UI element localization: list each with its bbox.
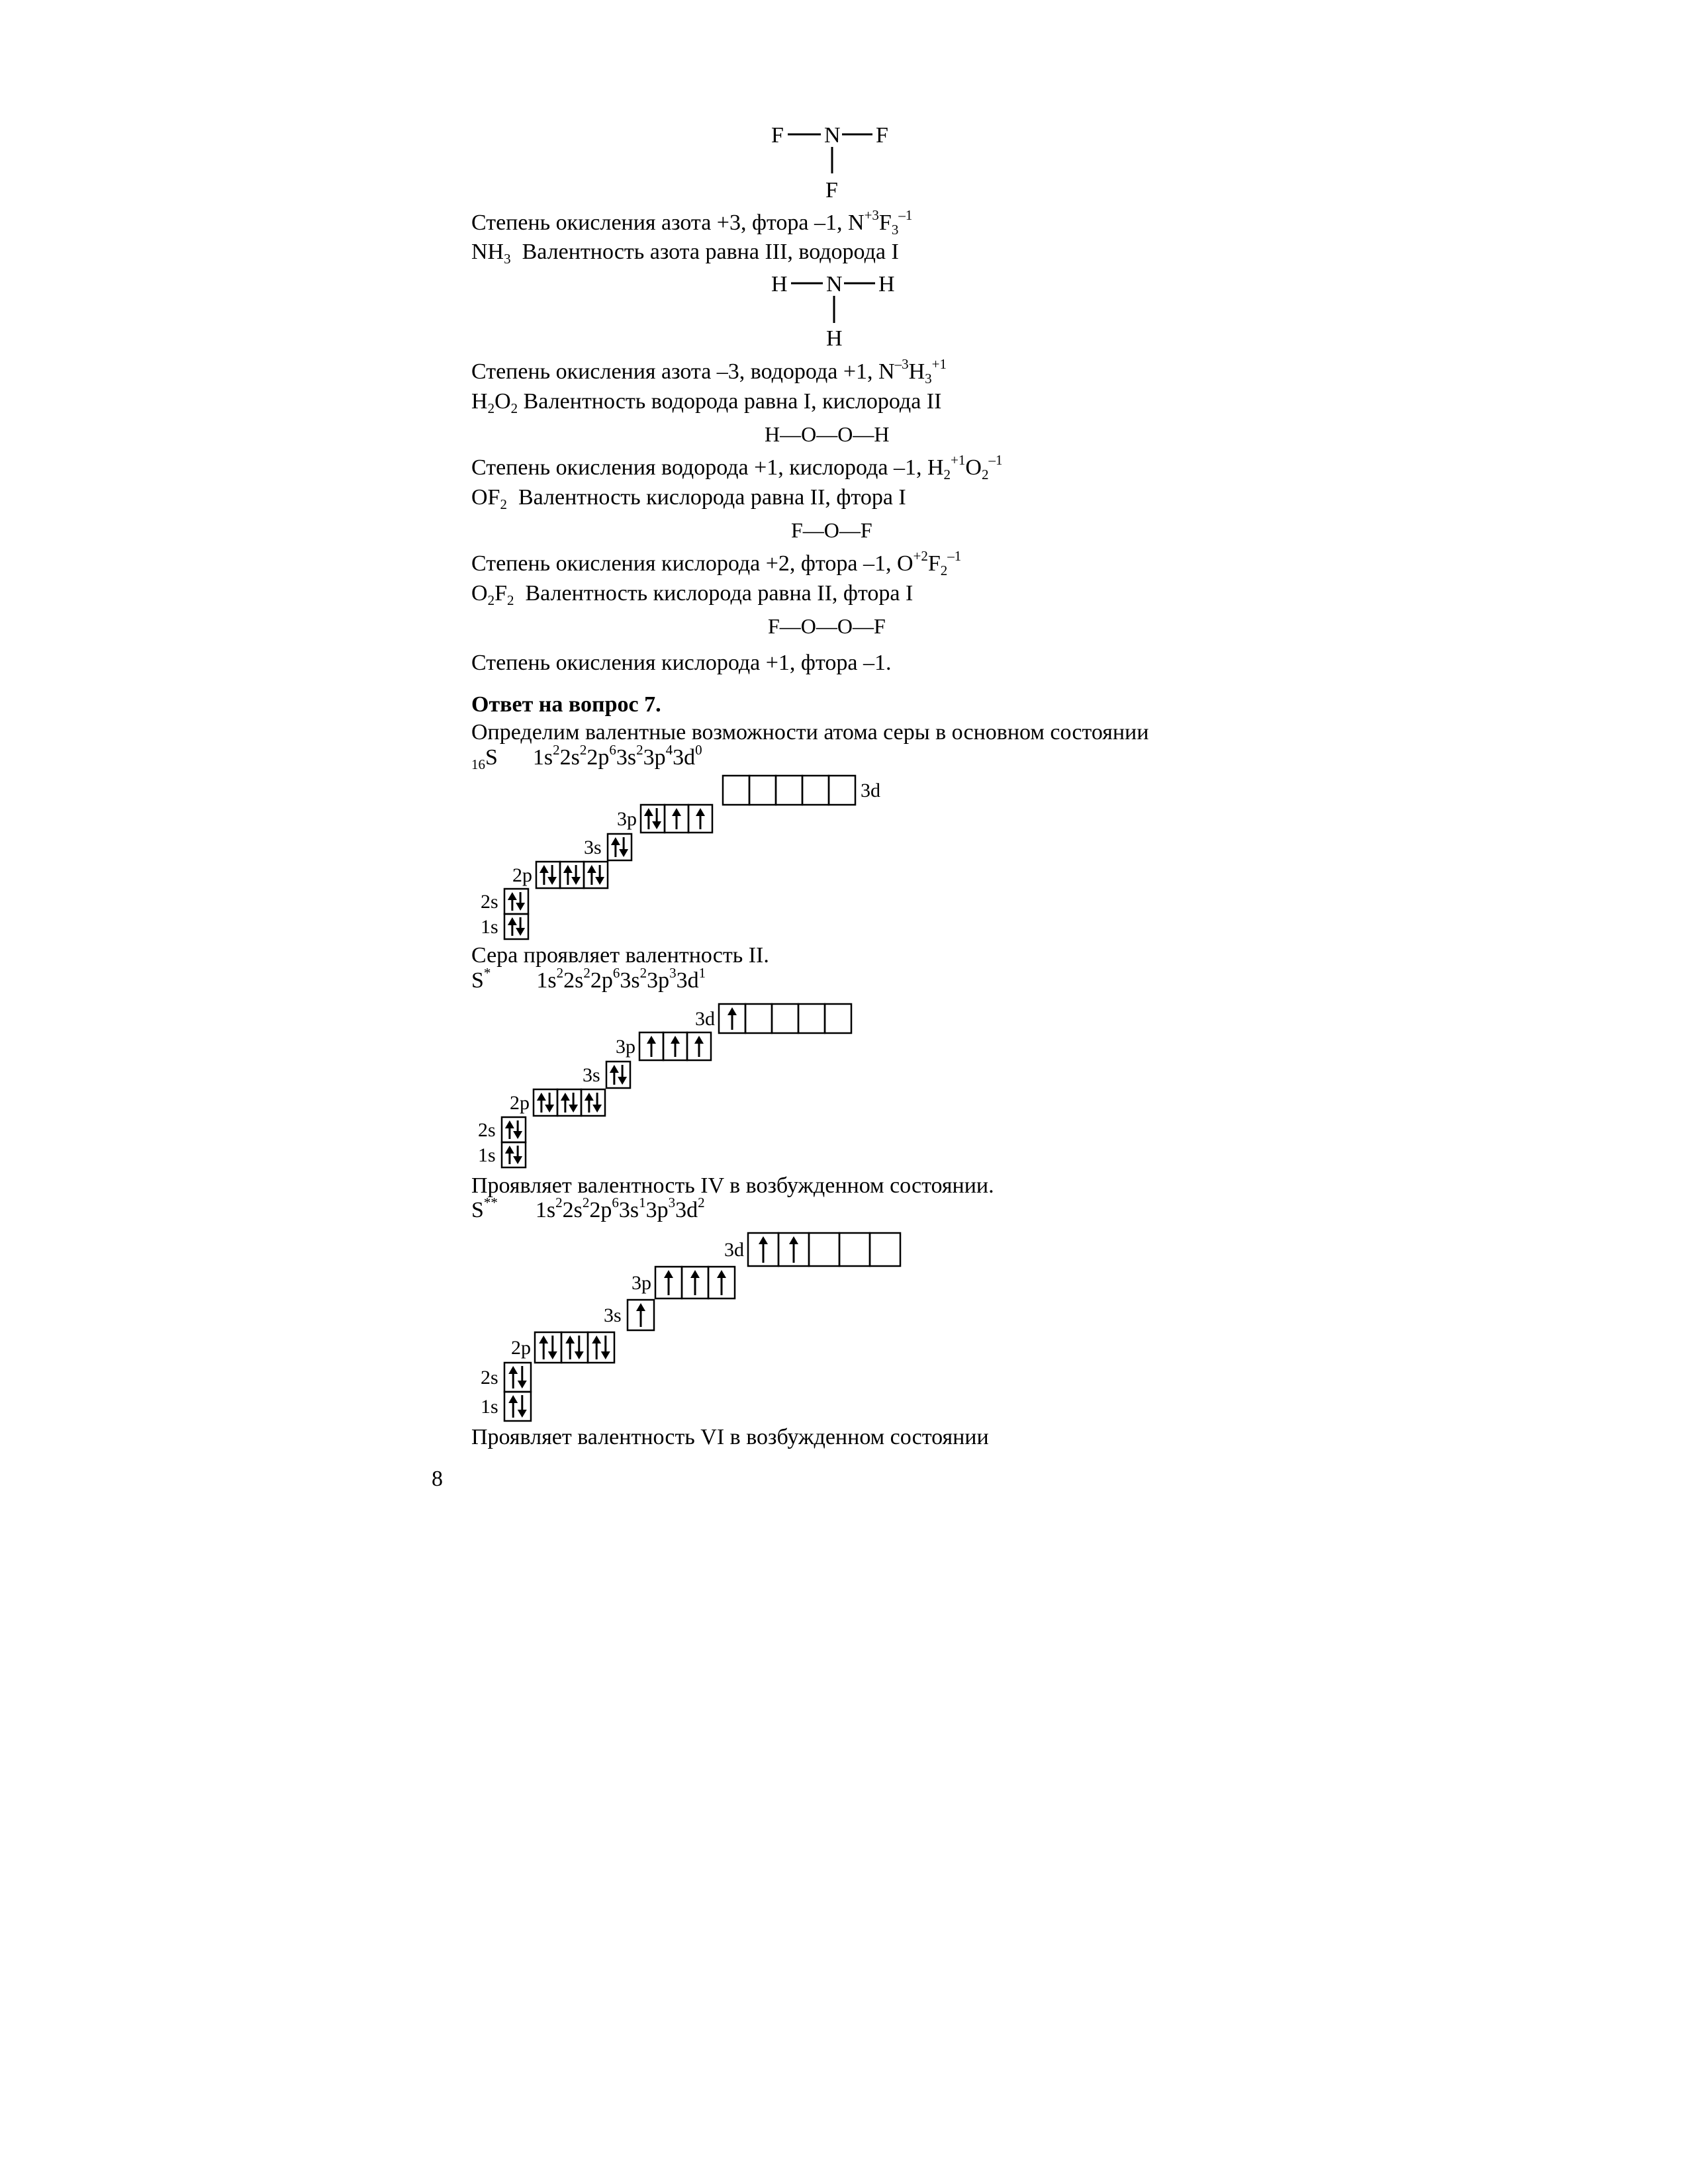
excited1-label-3p: 3p xyxy=(616,1036,635,1058)
ground-label-3p: 3p xyxy=(617,808,637,830)
excited1-2p-1-down-head xyxy=(545,1105,554,1113)
ground-2p-1-up-head xyxy=(539,865,549,873)
excited2-label-3s: 3s xyxy=(604,1304,622,1326)
excited1-orbital-diagram xyxy=(478,1004,851,1167)
excited2-2p-3-down-head xyxy=(601,1351,610,1359)
ground-2p-cell-1 xyxy=(536,862,560,888)
ground-2p-2-up-head xyxy=(563,865,573,873)
excited1-label-3s: 3s xyxy=(583,1064,600,1086)
o2f2-formula: F—O—O—F xyxy=(768,614,886,638)
excited1-3s-1-up-head xyxy=(610,1065,619,1073)
excited1-level-3d xyxy=(695,1004,851,1033)
ground-label-3d: 3d xyxy=(861,780,880,801)
of2-oxidation-line: Степень окисления кислорода +2, фтора –1, $O^{+2}F_2^{-1}$ xyxy=(471,548,962,578)
ground-1s-cell-1 xyxy=(504,914,528,939)
excited1-label-1s: 1s xyxy=(478,1144,496,1166)
excited1-3d-cell-3 xyxy=(772,1004,798,1033)
nf3-oxidation-text: Степень окисления азота +3, фтора –1, xyxy=(471,210,849,235)
excited1-config-1s-count: 2 xyxy=(556,965,564,981)
ground-config-2s-count: 2 xyxy=(579,742,587,758)
excited2-3d-cell-5 xyxy=(870,1233,900,1266)
ground-label-1s: 1s xyxy=(481,916,498,938)
excited2-level-1s xyxy=(481,1392,531,1421)
excited2-config-2p-count: 6 xyxy=(612,1195,619,1210)
excited1-3p-3-up-head xyxy=(694,1036,704,1044)
nh3-atom-h-bottom: H xyxy=(826,326,843,351)
excited1-3d-1-up-head xyxy=(727,1007,737,1015)
excited2-1s-1-up-head xyxy=(508,1395,518,1403)
nh3-atom-n: N xyxy=(826,272,843,296)
excited2-config-2s: 2s xyxy=(562,1198,583,1222)
excited1-config-3d-count: 1 xyxy=(698,965,706,981)
ground-config-2p: 2p xyxy=(586,745,610,770)
ground-2p-2-down-head xyxy=(571,877,581,885)
ground-config-2s: 2s xyxy=(559,745,580,770)
ground-2s-cell-1 xyxy=(504,889,528,914)
excited1-level-2p xyxy=(510,1089,605,1116)
excited1-config-2p-count: 6 xyxy=(612,965,620,981)
excited2-2p-1-up-head xyxy=(539,1336,548,1343)
o2f2-heading: $O_2F_2$ Валентность кислорода равна II, фтора I xyxy=(471,581,914,608)
excited2-config-3s-count: 1 xyxy=(639,1195,646,1210)
excited2-3p-1-up-head xyxy=(664,1270,673,1278)
nf3-oxidation-line: Степень окисления азота +3, фтора –1, $N^{+3}F_3^{-1}$ xyxy=(471,207,913,238)
excited1-conclusion: Проявляет валентность IV в возбужденном состоянии. xyxy=(471,1173,994,1198)
excited2-conclusion: Проявляет валентность VI в возбужденном состоянии xyxy=(471,1425,989,1449)
excited2-level-3p xyxy=(632,1267,735,1298)
ground-config-3d-count: 0 xyxy=(695,742,702,758)
excited1-3p-1-up-head xyxy=(647,1036,656,1044)
ground-config-2p-count: 6 xyxy=(609,742,616,758)
excited2-config-3p: 3p xyxy=(645,1198,669,1222)
excited1-config-2s: 2s xyxy=(563,968,584,993)
excited2-label-2p: 2p xyxy=(511,1337,531,1359)
excited2-2p-cell-3 xyxy=(588,1332,614,1363)
excited1-config-3p: 3p xyxy=(647,968,670,993)
ground-3p-cell-1 xyxy=(641,805,665,833)
ground-2p-cell-3 xyxy=(584,862,608,888)
ground-3s-1-up-head xyxy=(611,837,620,845)
excited2-label-2s: 2s xyxy=(481,1367,498,1388)
ground-level-3p xyxy=(617,805,712,833)
ground-config-1s-count: 2 xyxy=(553,742,560,758)
excited1-2p-cell-3 xyxy=(581,1089,605,1116)
excited1-2s-cell-1 xyxy=(502,1117,526,1142)
ground-3d-cell-4 xyxy=(802,776,829,805)
excited2-config-1s-count: 2 xyxy=(555,1195,563,1210)
excited1-level-2s xyxy=(478,1117,526,1142)
ground-2p-1-down-head xyxy=(547,877,557,885)
excited1-config-line: S* $1s^22s^22p^63s^23p^33d^1$ xyxy=(471,965,706,993)
ground-2p-3-down-head xyxy=(595,877,604,885)
ground-config-3s-count: 2 xyxy=(636,742,643,758)
excited1-2s-1-down-head xyxy=(513,1131,522,1139)
nf3-atom-f-left: F xyxy=(771,123,784,148)
excited1-level-3s xyxy=(583,1062,630,1088)
excited2-label-3p: 3p xyxy=(632,1272,651,1294)
excited1-2p-cell-1 xyxy=(534,1089,557,1116)
excited2-1s-cell-1 xyxy=(504,1392,531,1421)
excited2-label-3d: 3d xyxy=(724,1239,744,1261)
excited1-1s-1-up-head xyxy=(505,1146,514,1154)
ground-3p-2-up-head xyxy=(672,808,681,816)
excited2-3p-2-up-head xyxy=(690,1270,700,1278)
excited1-2p-3-down-head xyxy=(592,1105,602,1113)
excited1-2p-3-up-head xyxy=(585,1093,594,1101)
excited2-2p-cell-1 xyxy=(535,1332,561,1363)
ground-config-3d: 3d xyxy=(673,745,696,770)
ground-3s-1-down-head xyxy=(619,849,628,857)
excited1-config-3s-count: 2 xyxy=(639,965,647,981)
excited1-2p-2-up-head xyxy=(561,1093,570,1101)
ground-level-1s xyxy=(481,914,528,939)
ground-3p-3-up-head xyxy=(696,808,705,816)
nf3-atom-f-bottom: F xyxy=(825,178,838,203)
ground-orbital-diagram xyxy=(481,776,880,939)
excited1-level-1s xyxy=(478,1142,526,1167)
excited2-1s-1-down-head xyxy=(518,1410,527,1418)
excited2-3s-1-up-head xyxy=(636,1303,645,1311)
excited1-config-2p: 2p xyxy=(590,968,613,993)
excited1-2p-1-up-head xyxy=(537,1093,546,1101)
ground-config-3p: 3p xyxy=(643,745,666,770)
excited1-3p-2-up-head xyxy=(671,1036,680,1044)
nh3-atom-h-left: H xyxy=(771,272,788,296)
ground-3d-cell-3 xyxy=(776,776,802,805)
excited2-level-3d xyxy=(724,1233,900,1266)
answer-intro: Определим валентные возможности атома серы в основном состоянии xyxy=(471,720,1149,745)
excited2-config-3s: 3s xyxy=(618,1198,639,1222)
excited2-config-3d-count: 2 xyxy=(698,1195,705,1210)
excited2-level-2s xyxy=(481,1363,531,1392)
excited1-label-2p: 2p xyxy=(510,1092,530,1114)
answer-title: Ответ на вопрос 7. xyxy=(471,692,661,717)
ground-3d-cell-1 xyxy=(723,776,749,805)
excited2-label-1s: 1s xyxy=(481,1396,498,1418)
excited1-3d-cell-5 xyxy=(825,1004,851,1033)
ground-label-2s: 2s xyxy=(481,891,498,913)
excited2-config-line: S** $1s^22s^22p^63s^13p^33d^2$ xyxy=(471,1195,705,1222)
excited2-config-3p-count: 3 xyxy=(668,1195,676,1210)
ground-2s-1-up-head xyxy=(508,892,517,900)
ground-level-3d xyxy=(723,776,880,805)
excited2-3p-3-up-head xyxy=(717,1270,726,1278)
excited1-2s-1-up-head xyxy=(505,1120,514,1128)
excited2-2p-3-up-head xyxy=(592,1336,601,1343)
excited2-2p-2-down-head xyxy=(575,1351,584,1359)
ground-2s-1-down-head xyxy=(516,903,525,911)
ground-3p-1-up-head xyxy=(644,808,653,816)
ground-level-3s xyxy=(584,834,632,860)
ground-1s-1-up-head xyxy=(508,917,517,925)
excited2-2p-1-down-head xyxy=(548,1351,557,1359)
excited1-3d-cell-2 xyxy=(745,1004,772,1033)
excited2-level-2p xyxy=(511,1332,614,1363)
excited1-3d-cell-4 xyxy=(798,1004,825,1033)
h2o2-oxidation-line: Степень окисления водорода +1, кислорода –1, $H_2^{+1}O_2^{-1}$ xyxy=(471,452,1003,482)
excited1-3s-1-down-head xyxy=(618,1077,627,1085)
nf3-atom-n: N xyxy=(824,123,841,148)
excited1-config-3s: 3s xyxy=(620,968,640,993)
excited2-config-2s-count: 2 xyxy=(582,1195,590,1210)
excited1-2p-2-down-head xyxy=(569,1105,578,1113)
nh3-atom-h-right: H xyxy=(878,272,895,296)
ground-level-2p xyxy=(512,862,608,888)
excited1-2p-cell-2 xyxy=(557,1089,581,1116)
nh3-heading: $NH_3$ Валентность азота равна III, водорода I xyxy=(471,240,899,267)
h2o2-formula: H—O—O—H xyxy=(765,422,890,446)
excited1-config-1s: 1s xyxy=(536,968,557,993)
excited2-3d-cell-4 xyxy=(839,1233,870,1266)
ground-label-2p: 2p xyxy=(512,864,532,886)
excited2-2s-1-down-head xyxy=(518,1381,527,1388)
ground-config-3p-count: 4 xyxy=(665,742,673,758)
excited2-level-3s xyxy=(604,1300,654,1330)
of2-formula: F—O—F xyxy=(791,518,872,542)
ground-config-3s: 3s xyxy=(616,745,637,770)
excited1-label-2s: 2s xyxy=(478,1119,496,1141)
o2f2-oxidation-line: Степень окисления кислорода +1, фтора –1. xyxy=(471,651,892,675)
ground-3s-cell-1 xyxy=(608,834,632,860)
ground-level-2s xyxy=(481,889,528,914)
excited2-2s-1-up-head xyxy=(508,1366,518,1374)
ground-config-1s: 1s xyxy=(532,745,553,770)
ground-label-3s: 3s xyxy=(584,837,602,858)
nh3-oxidation-line: Степень окисления азота –3, водорода +1, $N^{-3}H_3^{+1}$ xyxy=(471,356,947,387)
excited2-3d-2-up-head xyxy=(789,1236,798,1244)
excited2-2p-2-up-head xyxy=(565,1336,575,1343)
excited2-2s-cell-1 xyxy=(504,1363,531,1392)
ground-2p-3-up-head xyxy=(587,865,596,873)
excited1-config-2s-count: 2 xyxy=(583,965,590,981)
page-number: 8 xyxy=(432,1467,443,1491)
excited2-orbital-diagram xyxy=(481,1233,900,1421)
ground-2p-cell-2 xyxy=(560,862,584,888)
excited2-config-2p: 2p xyxy=(589,1198,612,1222)
excited2-2p-cell-2 xyxy=(561,1332,588,1363)
excited2-3d-cell-3 xyxy=(809,1233,839,1266)
excited1-config-3p-count: 3 xyxy=(669,965,677,981)
excited1-1s-1-down-head xyxy=(513,1156,522,1164)
ground-3p-1-down-head xyxy=(652,821,661,829)
ground-3d-cell-2 xyxy=(749,776,776,805)
h2o2-heading: $H_2O_2$ Валентность водорода равна I, кислорода II xyxy=(471,389,942,416)
excited2-3d-1-up-head xyxy=(759,1236,768,1244)
excited1-1s-cell-1 xyxy=(502,1142,526,1167)
nf3-atom-f-right: F xyxy=(876,123,888,148)
excited2-config-1s: 1s xyxy=(535,1198,556,1222)
of2-heading: $OF_2$ Валентность кислорода равна II, фтора I xyxy=(471,485,906,512)
ground-3d-cell-5 xyxy=(829,776,855,805)
excited1-label-3d: 3d xyxy=(695,1008,715,1030)
excited1-config-3d: 3d xyxy=(676,968,699,993)
ground-1s-1-down-head xyxy=(516,928,525,936)
excited1-level-3p xyxy=(616,1032,711,1060)
excited2-config-3d: 3d xyxy=(675,1198,698,1222)
ground-conclusion: Сера проявляет валентность II. xyxy=(471,943,769,968)
excited1-3s-cell-1 xyxy=(606,1062,630,1088)
ground-config-line: $_{16}$S $1s^22s^22p^63s^23p^43d^0$ xyxy=(471,742,702,772)
